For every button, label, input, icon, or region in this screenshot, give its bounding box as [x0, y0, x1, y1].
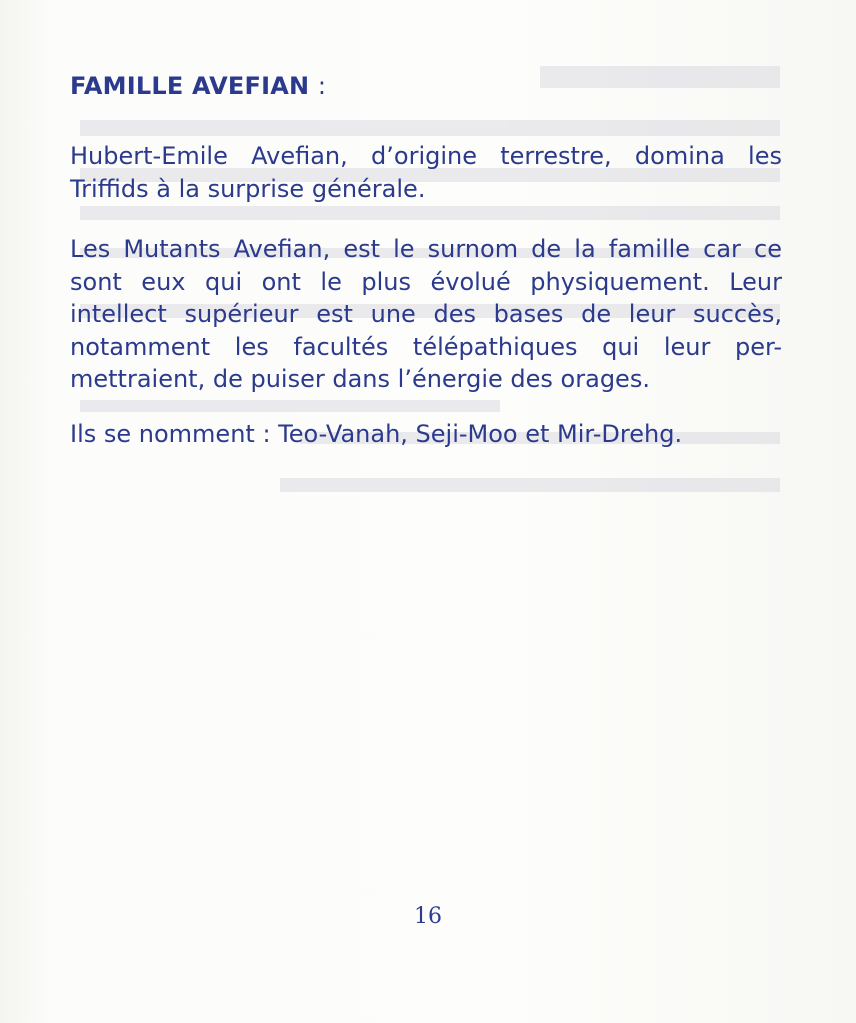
paragraph-mutants: [70, 233, 782, 396]
text-line: notamment les facultés télépathiques qui leur per-: [70, 332, 782, 361]
page-number: 16: [414, 904, 442, 929]
text-line: intellect supérieur est une des bases de leur succès,: [70, 300, 782, 328]
text-line: Les Mutants Avefian, est le surnom de la famille car ce: [70, 235, 782, 263]
text-line: Triffids à la surprise générale.: [70, 174, 426, 203]
text-line: Hubert-Emile Avefian, d’origine terrestre, domina les: [70, 142, 782, 170]
paragraph-origin: [70, 140, 782, 205]
section-heading: [70, 66, 782, 106]
bleed-mark: [280, 478, 780, 492]
text-line: mettraient, de puiser dans l’énergie des orages.: [70, 365, 650, 393]
text-line: sont eux qui ont le plus évolué physiquement. Leur: [70, 267, 782, 296]
section-title: FAMILLE AVEFIAN: [70, 72, 310, 100]
section-title-colon: :: [317, 72, 327, 100]
paragraph-names: [70, 418, 782, 451]
main-text: [70, 66, 782, 450]
text-line: Ils se nomment : Teo-Vanah, Seji-Moo et Mir-Drehg.: [70, 419, 683, 448]
